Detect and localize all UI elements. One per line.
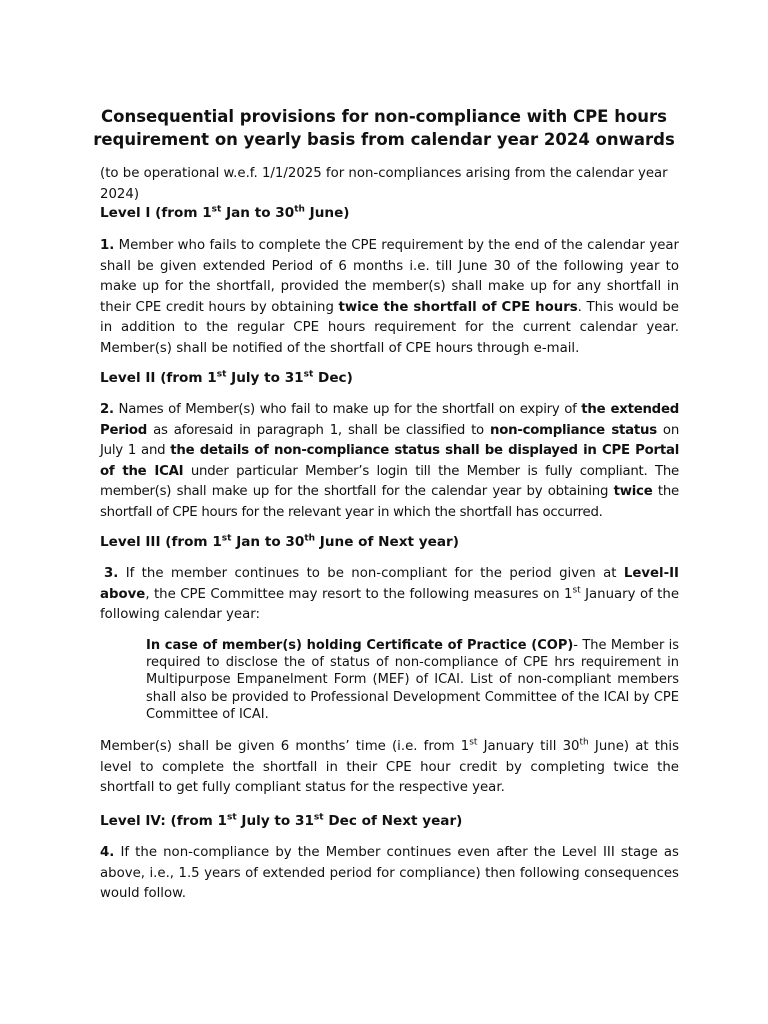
level-1-paragraph: 1. Member who fails to complete the CPE requirement by the end of the calendar year shall be given extended Period of 6 months i.e. till June 30 of the following year to make up for the shortfall, provided the member(s) shall make up for any shortfall in their CPE credit hours by obtaining twice the shortfall of CPE hours. This would be in addition to the regular CPE hours requirement for the current calendar year. Member(s) shall be notified of the shortfall of CPE hours through e-mail. — [100, 238, 679, 356]
level-1-heading: Level I (from 1st Jan to 30th June) — [100, 204, 350, 221]
level-3-time-paragraph: Member(s) shall be given 6 months’ time (i.e. from 1st January till 30th June) at this level to complete the shortfall in their CPE hour credit by completing twice the shortfall to get fully compliant status for the respective year. — [100, 737, 679, 795]
level-4-heading: Level IV: (from 1st July to 31st Dec of Next year) — [100, 812, 463, 829]
paragraph-number: 1. — [100, 238, 115, 253]
level-2-heading: Level II (from 1st July to 31st Dec) — [100, 369, 353, 386]
paragraph-number: 3. — [104, 566, 119, 581]
cop-provision: In case of member(s) holding Certificate of Practice (COP)- The Member is required to disclose the of status of non-compliance of CPE hrs requirement in Multipurpose Empanelment Form (MEF) of ICAI. List of non-compliant members shall also be provided to Professional Development Committee of the ICAI by CPE Committee of ICAI. — [146, 638, 680, 722]
level-4-paragraph: 4. If the non-compliance by the Member continues even after the Level III stage as above, i.e., 1.5 years of extended period for compliance) then following consequences would follow. — [100, 845, 679, 901]
level-3-paragraph: 3. If the member continues to be non-compliant for the period given at Level-II above, the CPE Committee may resort to the following measures on 1st January of the following calendar year: — [100, 566, 679, 622]
title-line-1: Consequential provisions for non-compliance with CPE hours — [101, 107, 667, 126]
level-2-paragraph: 2. Names of Member(s) who fail to make up for the shortfall on expiry of the extended Period as aforesaid in paragraph 1, shall be classified to non-compliance status on July 1 and the details of non-compliance status shall be displayed in CPE Portal of the ICAI under particular Member’s login till the Member is fully compliant. The member(s) shall make up for the shortfall for the calendar year by obtaining twice the shortfall of CPE hours for the relevant year in which the shortfall has occurred. — [100, 402, 680, 520]
page-title — [60, 105, 708, 151]
level-3-heading: Level III (from 1st Jan to 30th June of Next year) — [100, 533, 459, 550]
operational-note: (to be operational w.e.f. 1/1/2025 for non-compliances arising from the calendar year 2024) — [100, 166, 668, 202]
paragraph-number: 4. — [100, 845, 115, 860]
title-line-2: requirement on yearly basis from calendar year 2024 onwards — [93, 130, 675, 149]
paragraph-number: 2. — [100, 402, 114, 417]
